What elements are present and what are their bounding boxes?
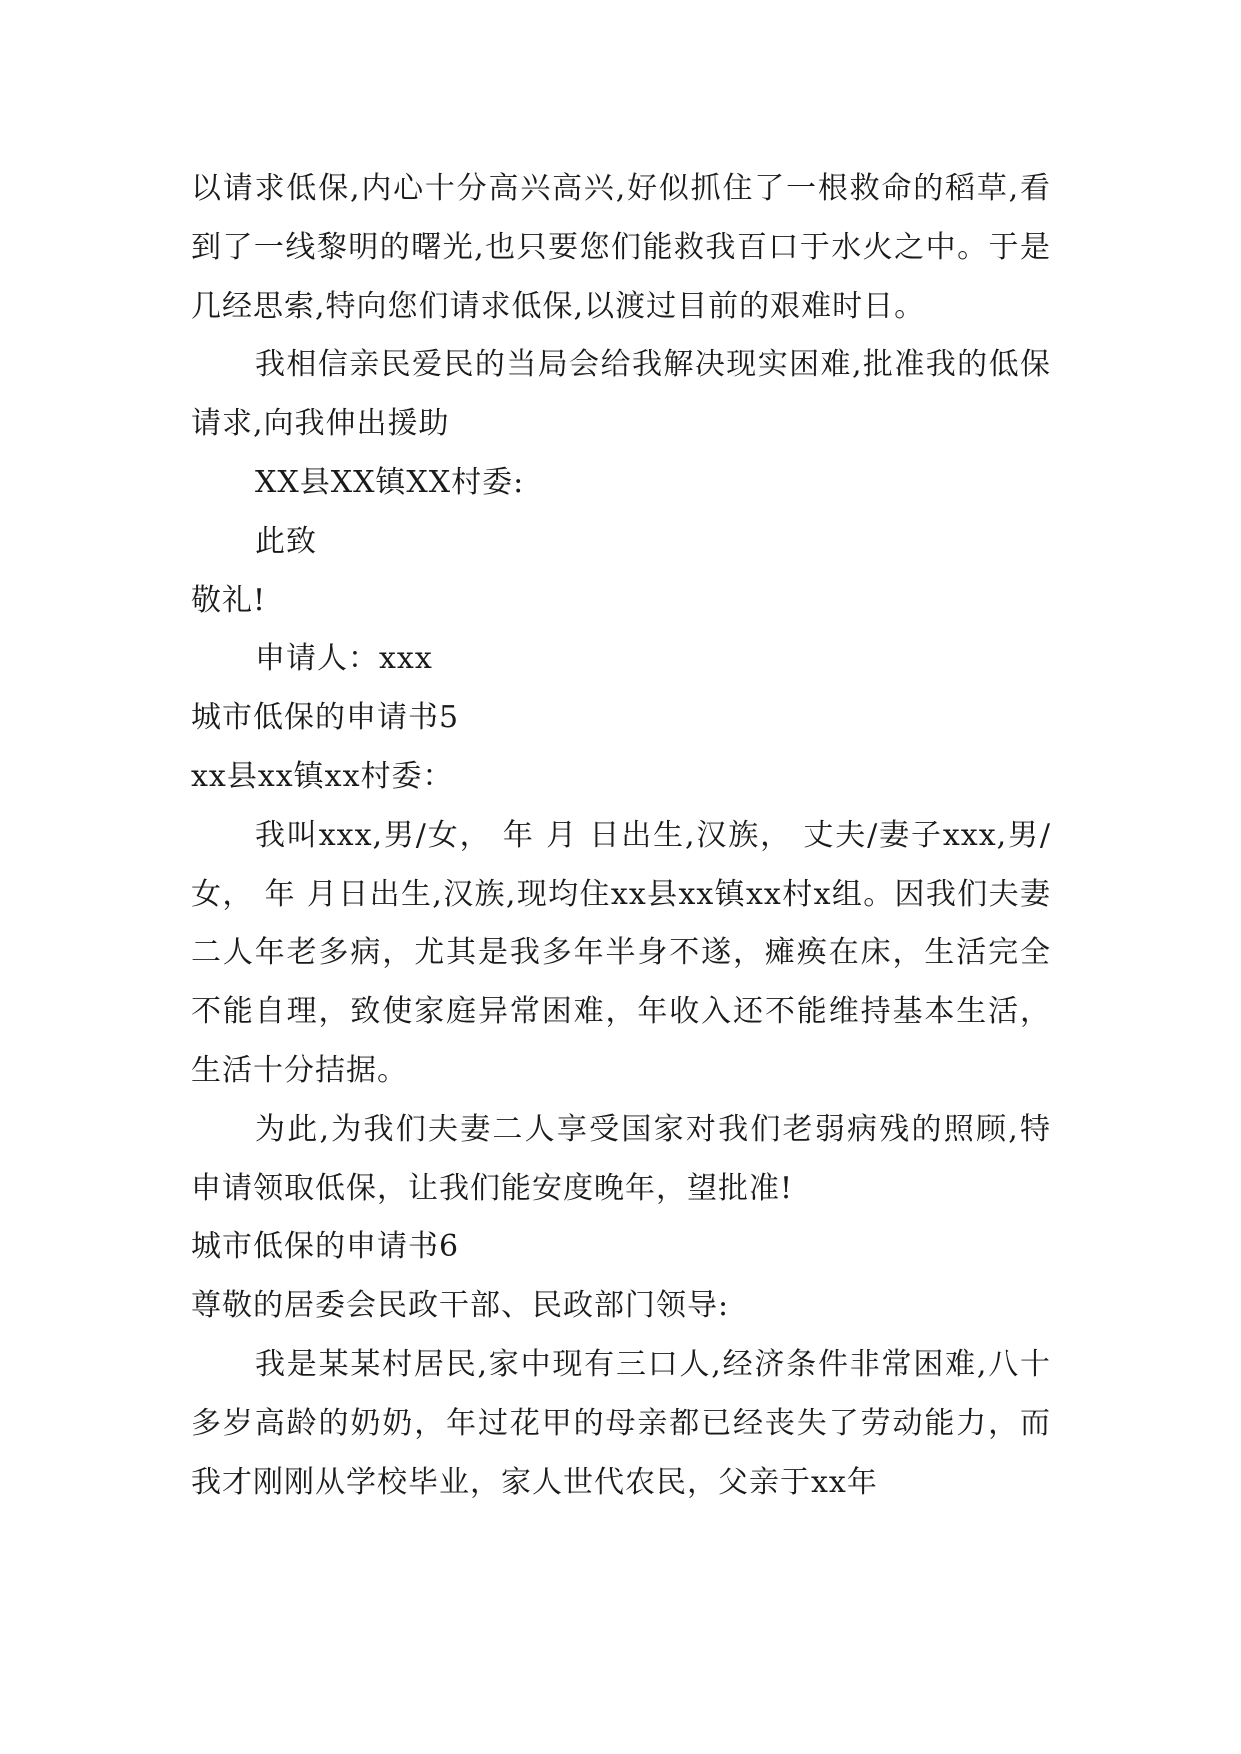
paragraph-5-request: 为此,为我们夫妻二人享受国家对我们老弱病残的照顾,特申请领取低保，让我们能安度晚年，望批准!: [191, 1111, 1051, 1206]
closing-respect: 敬礼!: [191, 582, 267, 618]
paragraph-6-body: 我是某某村居民,家中现有三口人,经济条件非常困难,八十多岁高龄的奶奶，年过花甲的母亲都已经丧失了劳动能力，而我才刚刚从学校毕业，家人世代农民，父亲于xx年: [191, 1346, 1051, 1500]
paragraph-5-body: 我叫xxx,男/女， 年 月 日出生,汉族， 丈夫/妻子xxx,男/女， 年 月日出生,汉族,现均住xx县xx镇xx村x组。因我们夫妻二人年老多病，尤其是我多年半身不遂，瘫痪在床，生活完全不能自理，致使家庭异常困难，年收入还不能维持基本生活，生活十分拮据。: [191, 817, 1051, 1088]
section-heading-5: 城市低保的申请书5: [191, 700, 460, 736]
document-body: [191, 160, 1051, 1512]
addressee-line-6: 尊敬的居委会民政干部、民政部门领导:: [191, 1288, 730, 1324]
addressee-line-5: xx县xx镇xx村委：: [191, 758, 454, 794]
paragraph-1: 以请求低保,内心十分高兴高兴,好似抓住了一根救命的稻草,看到了一线黎明的曙光,也只要您们能救我百口于水火之中。于是几经思索,特向您们请求低保,以渡过目前的艰难时日。: [191, 171, 1051, 324]
section-heading-6: 城市低保的申请书6: [191, 1229, 460, 1265]
paragraph-2: 我相信亲民爱民的当局会给我解决现实困难,批准我的低保请求,向我伸出援助: [191, 347, 1051, 442]
addressee-line: XX县XX镇XX村委:: [255, 464, 525, 500]
applicant-signature: 申请人：xxx: [255, 641, 433, 677]
closing-salutation: 此致: [255, 523, 317, 559]
